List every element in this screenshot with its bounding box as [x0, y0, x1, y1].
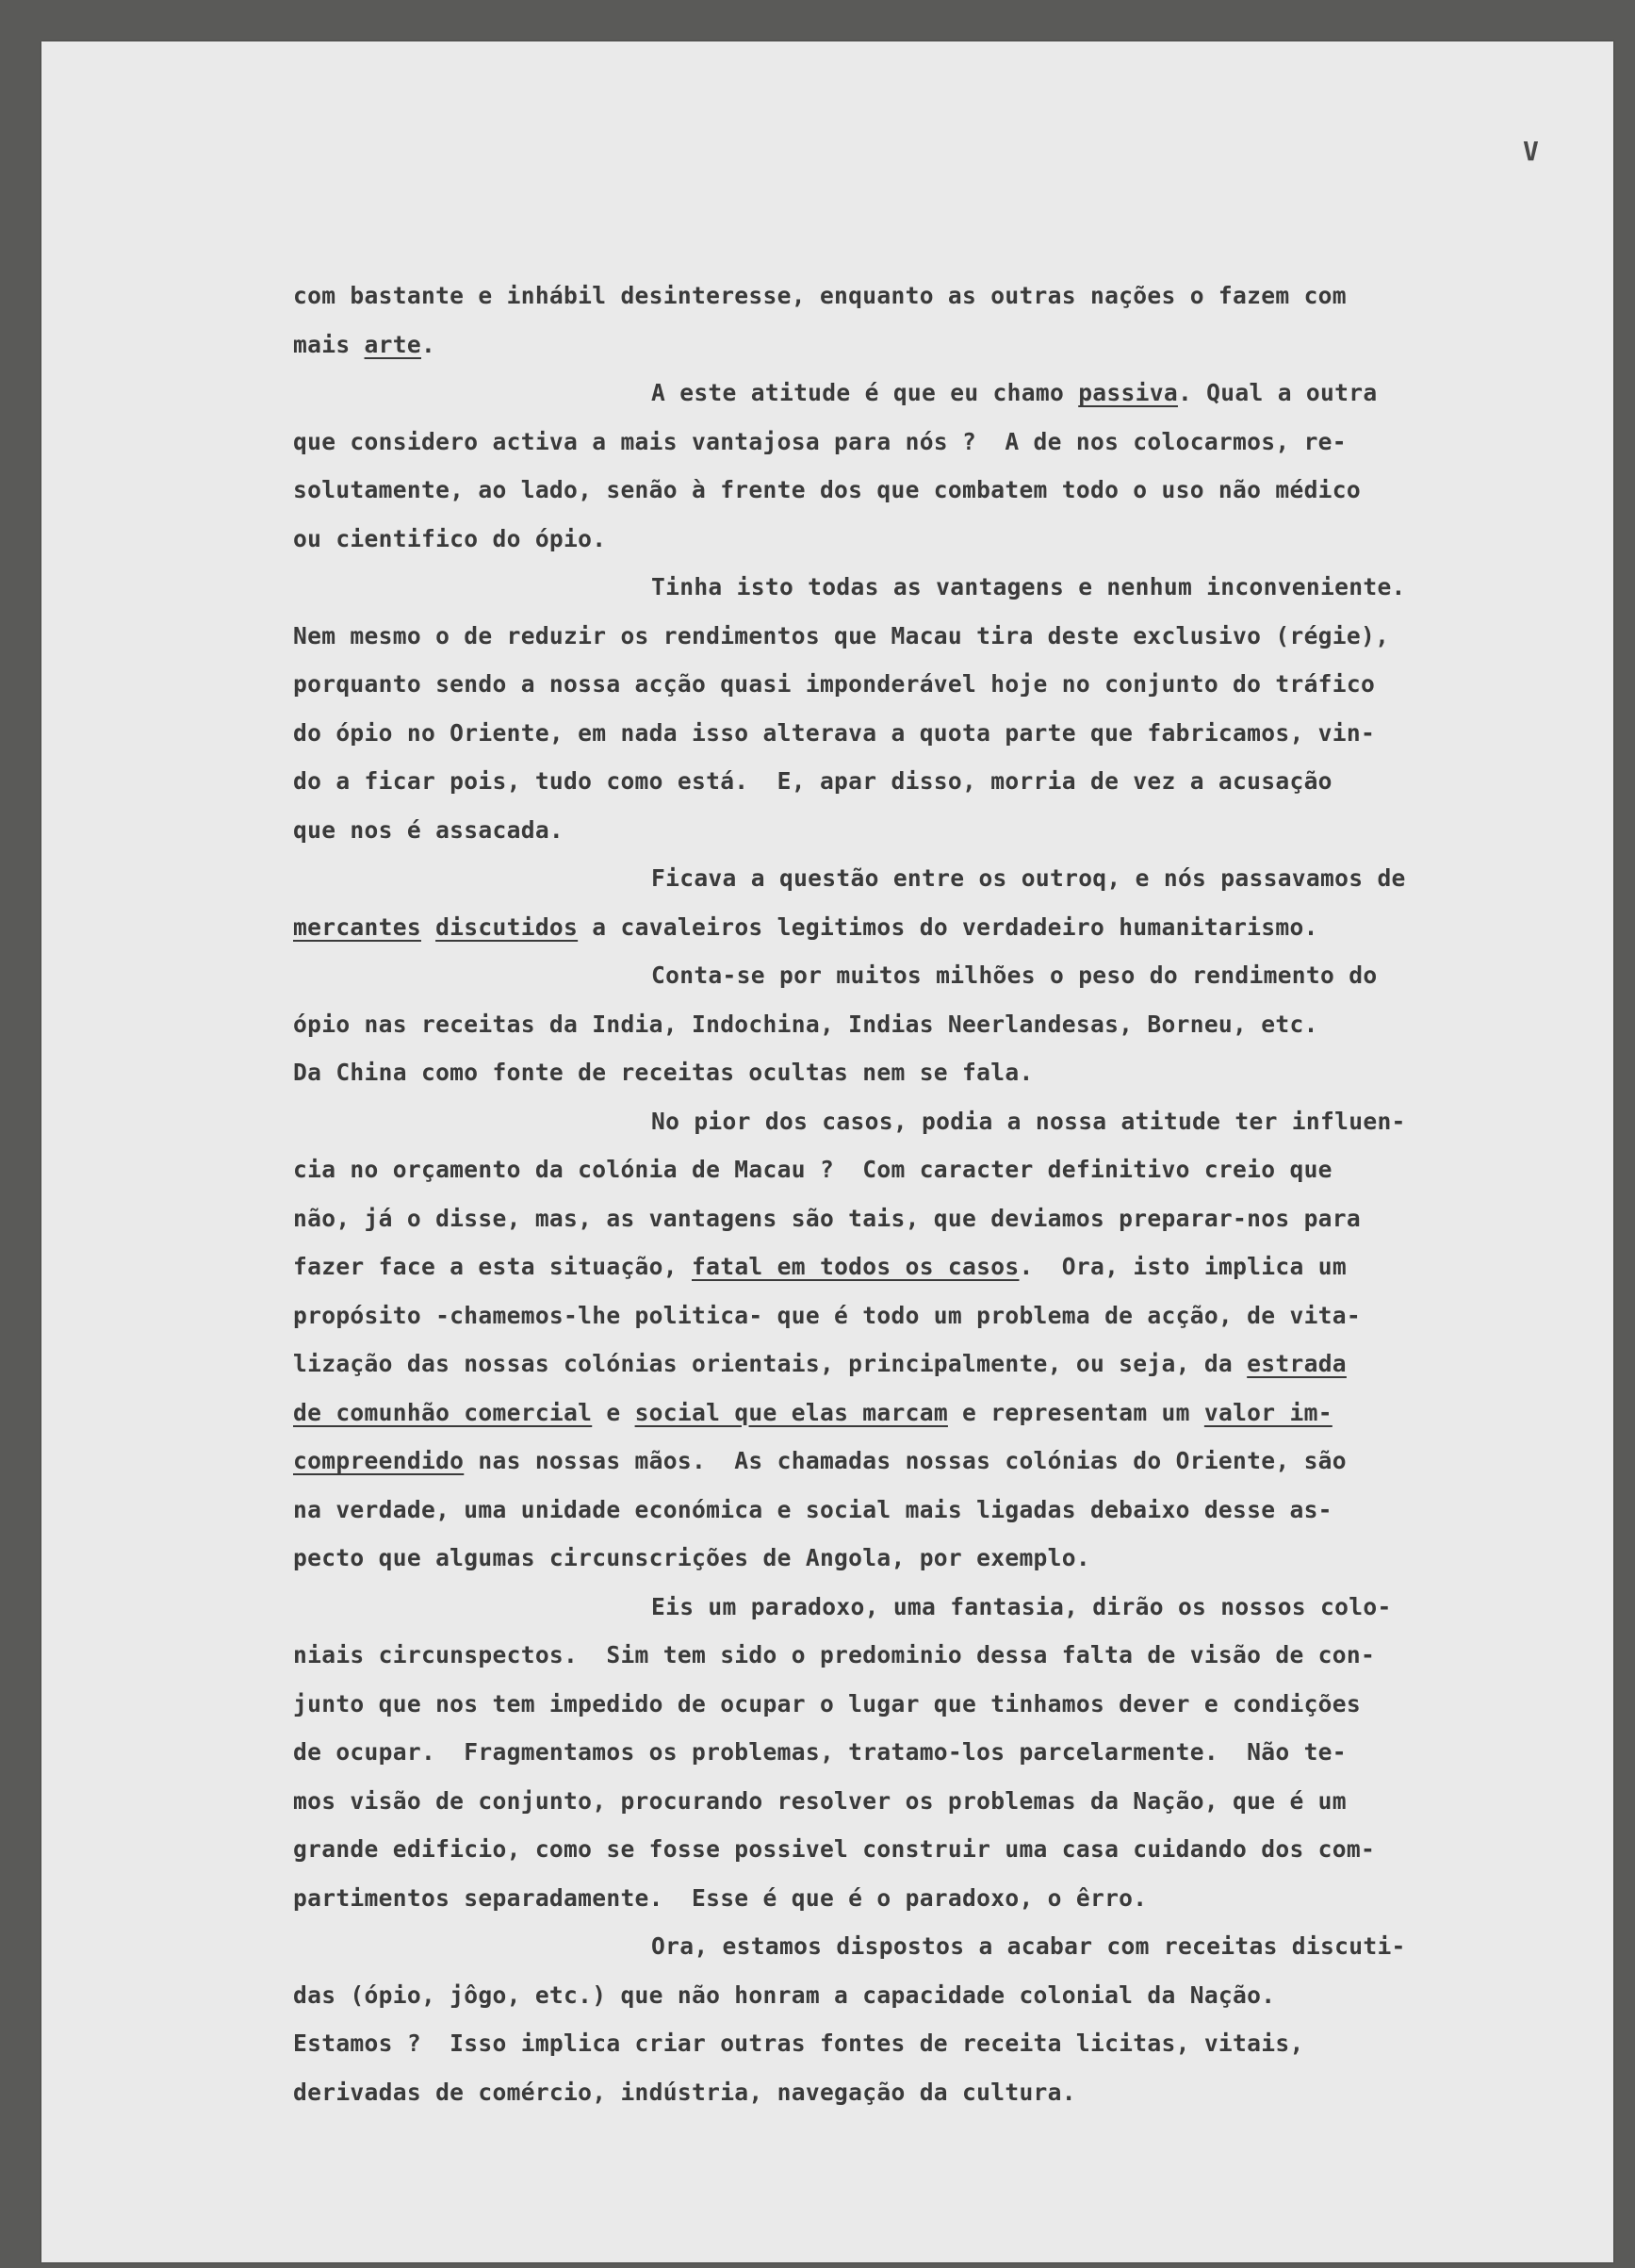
text-line: ou cientifico do ópio. [293, 524, 607, 552]
text-line: Eis um paradoxo, uma fantasia, dirão os nossos colo- [651, 1592, 1392, 1620]
text-line: com bastante e inhábil desinteresse, enquanto as outras nações o fazem com [293, 282, 1347, 309]
underlined-phrase: passiva [1078, 379, 1178, 406]
underlined-phrase: fatal em todos os casos [692, 1253, 1020, 1280]
text-line: Nem mesmo o de reduzir os rendimentos que Macau tira deste exclusivo (régie), [293, 621, 1390, 649]
text-line: Estamos ? Isso implica criar outras fontes de receita licitas, vitais, [293, 2030, 1304, 2057]
text-line: Ora, estamos dispostos a acabar com receitas discuti- [651, 1932, 1406, 1960]
document-page [41, 41, 1613, 2262]
text-line: fazer face a esta situação, fatal em todos os casos. Ora, isto implica um [293, 1253, 1347, 1280]
text-line: No pior dos casos, podia a nossa atitude ter influen- [651, 1107, 1406, 1135]
text-line: junto que nos tem impedido de ocupar o lugar que tinhamos dever e condições [293, 1689, 1362, 1717]
text-line: partimentos separadamente. Esse é que é o paradoxo, o êrro. [293, 1883, 1148, 1912]
text-line: niais circunspectos. Sim tem sido o predominio dessa falta de visão de con- [293, 1641, 1376, 1668]
text-line: solutamente, ao lado, senão à frente dos que combatem todo o uso não médico [293, 476, 1362, 503]
text-line: que nos é assacada. [293, 815, 564, 844]
page-number: V [1523, 136, 1539, 167]
text-line: do ópio no Oriente, em nada isso alterava a quota parte que fabricamos, vin- [293, 718, 1376, 747]
text-line: Da China como fonte de receitas ocultas nem se fala. [293, 1059, 1034, 1086]
text-line: lização das nossas colónias orientais, principalmente, ou seja, da estrada [293, 1350, 1347, 1377]
text-line: mos visão de conjunto, procurando resolver os problemas da Nação, que é um [293, 1786, 1347, 1815]
text-line: de comunhão comercial e social que elas marcam e representam um valor im- [293, 1398, 1333, 1426]
underlined-phrase: social que elas marcam [634, 1398, 948, 1426]
text-line: porquanto sendo a nossa acção quasi imponderável hoje no conjunto do tráfico [293, 670, 1376, 698]
text-line: de ocupar. Fragmentamos os problemas, tratamo-los parcelarmente. Não te- [293, 1738, 1347, 1766]
text-line: Ficava a questão entre os outroq, e nós passavamos de [651, 864, 1406, 892]
text-line: compreendido nas nossas mãos. As chamadas nossas colónias do Oriente, são [293, 1447, 1347, 1474]
underlined-phrase: arte [364, 330, 421, 358]
text-line: na verdade, uma unidade económica e social mais ligadas debaixo desse as- [293, 1495, 1333, 1523]
text-line: A este atitude é que eu chamo passiva. Qual a outra [651, 379, 1378, 406]
underlined-phrase: estrada [1247, 1350, 1347, 1377]
typed-text-body [293, 271, 1612, 2116]
text-line: grande edificio, como se fosse possivel construir uma casa cuidando dos com- [293, 1835, 1376, 1863]
text-line: mercantes discutidos a cavaleiros legitimos do verdadeiro humanitarismo. [293, 912, 1318, 941]
underlined-phrase: valor im- [1203, 1398, 1333, 1426]
underlined-phrase: mercantes [293, 912, 421, 941]
underlined-phrase: de comunhão comercial [293, 1398, 593, 1426]
text-line: pecto que algumas circunscrições de Angola, por exemplo. [293, 1544, 1090, 1571]
underlined-phrase: compreendido [293, 1447, 465, 1474]
text-line: cia no orçamento da colónia de Macau ? Com caracter definitivo creio que [293, 1156, 1333, 1183]
text-line: derivadas de comércio, indústria, navegação da cultura. [293, 2078, 1076, 2106]
text-line: do a ficar pois, tudo como está. E, apar disso, morria de vez a acusação [293, 767, 1333, 795]
text-line: não, já o disse, mas, as vantagens são tais, que deviamos preparar-nos para [293, 1204, 1362, 1232]
text-line: mais arte. [293, 330, 436, 358]
underlined-phrase: discutidos [435, 912, 579, 941]
text-line: Tinha isto todas as vantagens e nenhum inconveniente. [651, 573, 1406, 600]
text-line: propósito -chamemos-lhe politica- que é todo um problema de acção, de vita- [293, 1301, 1362, 1329]
text-line: das (ópio, jôgo, etc.) que não honram a capacidade colonial da Nação. [293, 1980, 1276, 2009]
text-line: Conta-se por muitos milhões o peso do rendimento do [651, 961, 1378, 989]
text-line: que considero activa a mais vantajosa para nós ? A de nos colocarmos, re- [293, 427, 1347, 455]
text-line: ópio nas receitas da India, Indochina, Indias Neerlandesas, Borneu, etc. [293, 1010, 1318, 1038]
